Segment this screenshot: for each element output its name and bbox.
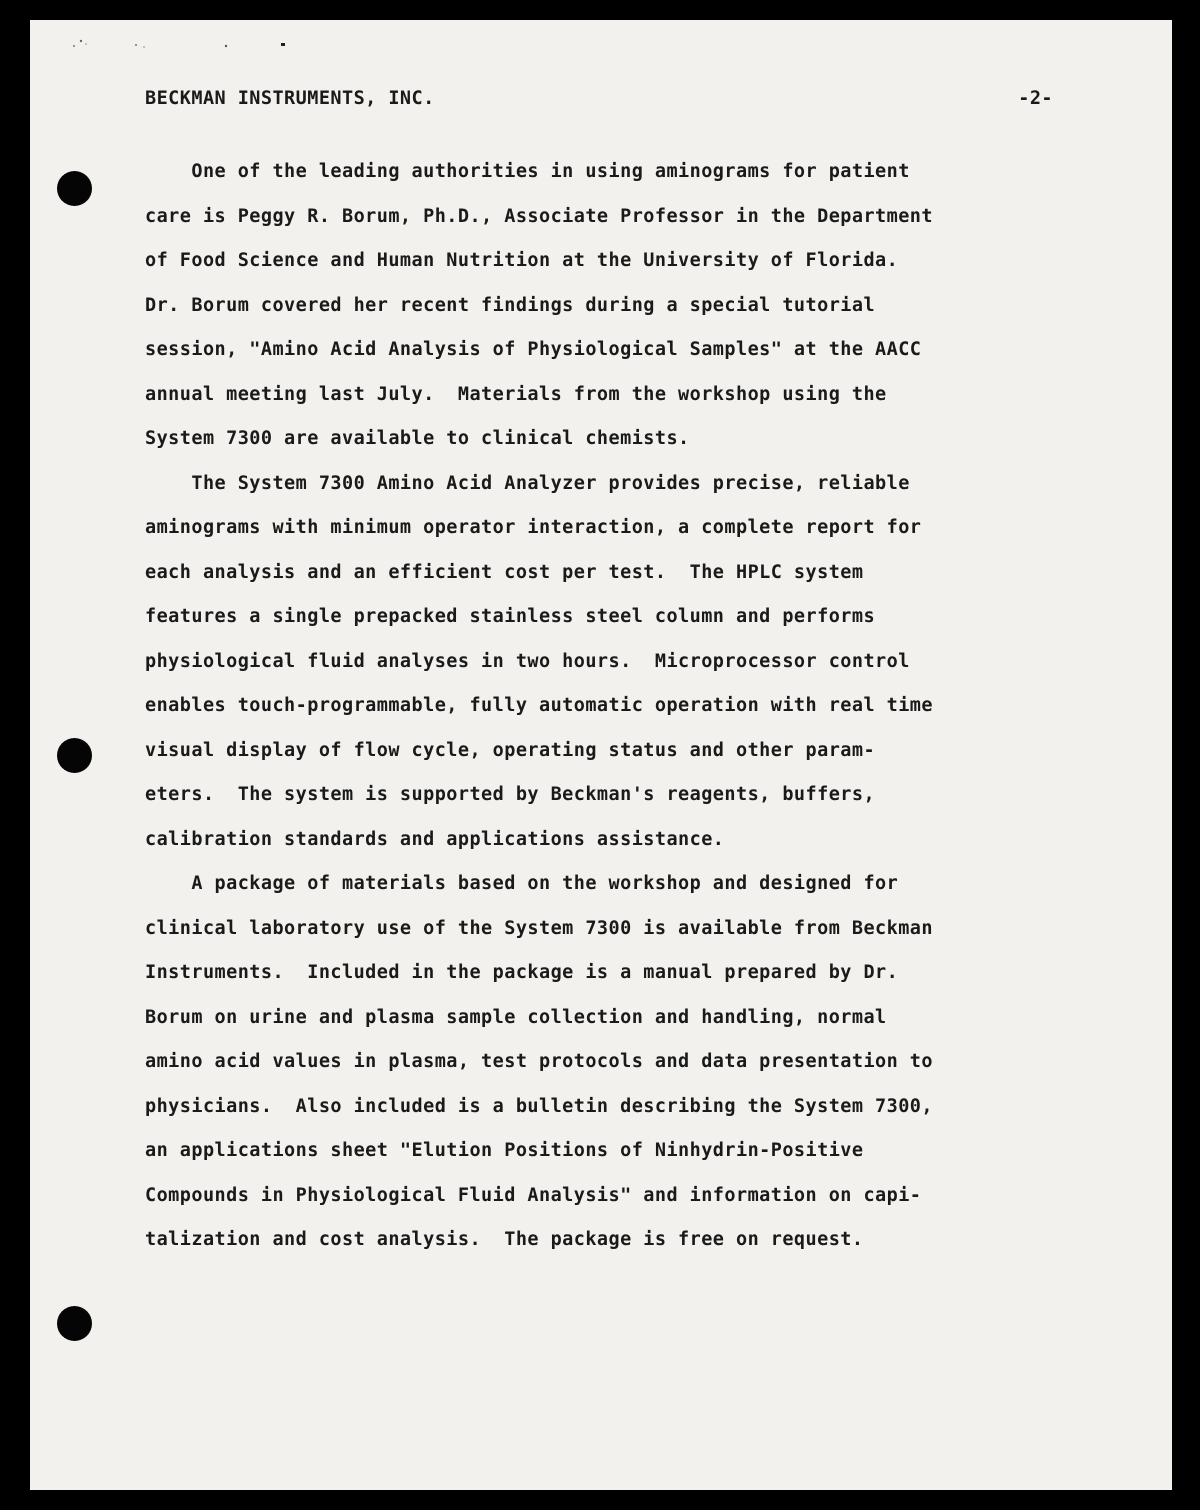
punch-hole-middle xyxy=(57,738,92,773)
punch-hole-bottom xyxy=(57,1306,92,1341)
text-line: aminograms with minimum operator interaction, a complete report for xyxy=(145,517,922,538)
text-line: enables touch-programmable, fully automatic operation with real time xyxy=(145,695,933,716)
text-line: Borum on urine and plasma sample collection and handling, normal xyxy=(145,1006,887,1028)
text-line: talization and cost analysis. The package is free on request. xyxy=(145,1229,864,1250)
text-line: A package of materials based on the workshop and designed for xyxy=(145,873,899,894)
text-line: eters. The system is supported by Beckman's reagents, buffers, xyxy=(145,784,876,805)
text-line: care is Peggy R. Borum, Ph.D., Associate Professor in the Department xyxy=(145,205,933,227)
text-line: an applications sheet "Elution Positions of Ninhydrin-Positive xyxy=(145,1140,864,1161)
body-text xyxy=(145,158,1075,1271)
text-line: One of the leading authorities in using aminograms for patient xyxy=(145,161,910,182)
text-line: physicians. Also included is a bulletin describing the System 7300, xyxy=(145,1095,933,1117)
text-line: Dr. Borum covered her recent findings during a special tutorial xyxy=(145,294,876,316)
text-line: amino acid values in plasma, test protocols and data presentation to xyxy=(145,1051,933,1072)
text-line: Compounds in Physiological Fluid Analysis" and information on capi- xyxy=(145,1184,922,1206)
page-number: -2- xyxy=(1018,88,1053,109)
page-header xyxy=(145,88,1053,114)
text-line: clinical laboratory use of the System 7300 is available from Beckman xyxy=(145,917,933,939)
text-line: System 7300 are available to clinical chemists. xyxy=(145,428,690,449)
text-line: visual display of flow cycle, operating status and other param- xyxy=(145,739,876,761)
text-line: Instruments. Included in the package is a manual prepared by Dr. xyxy=(145,962,899,983)
text-line: calibration standards and applications assistance. xyxy=(145,828,725,850)
text-line: annual meeting last July. Materials from the workshop using the xyxy=(145,383,887,405)
scan-specks-decoration xyxy=(66,34,296,54)
text-line: each analysis and an efficient cost per test. The HPLC system xyxy=(145,561,864,583)
punch-hole-top xyxy=(57,171,92,206)
company-name: BECKMAN INSTRUMENTS, INC. xyxy=(145,88,435,109)
document-page xyxy=(30,20,1172,1490)
text-line: features a single prepacked stainless steel column and performs xyxy=(145,606,876,627)
text-line: physiological fluid analyses in two hours. Microprocessor control xyxy=(145,650,910,672)
text-line: of Food Science and Human Nutrition at the University of Florida. xyxy=(145,250,899,271)
text-line: session, "Amino Acid Analysis of Physiological Samples" at the AACC xyxy=(145,339,922,360)
text-line: The System 7300 Amino Acid Analyzer provides precise, reliable xyxy=(145,472,910,494)
